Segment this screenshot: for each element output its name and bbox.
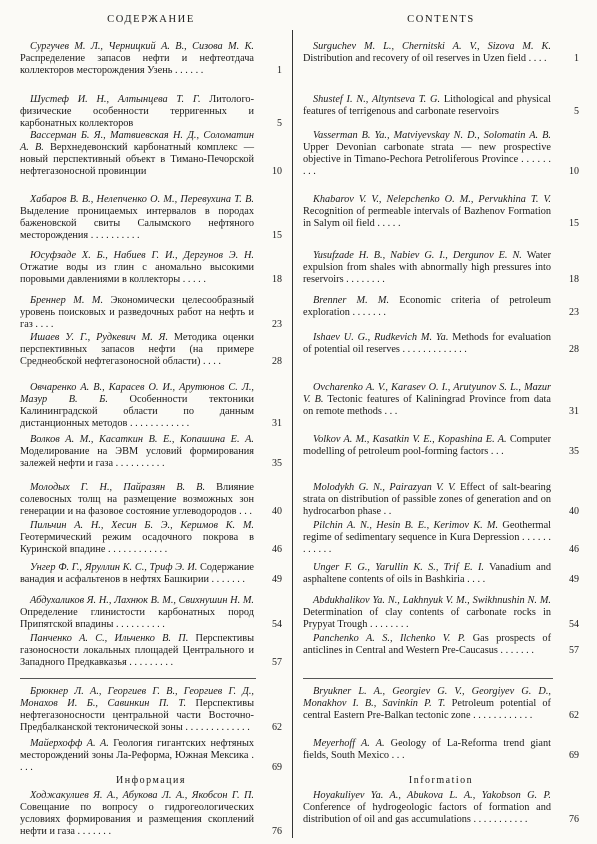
contents-entry: Meyerhoff A. A. Geology of La-Reforma trend giant fields, South Mexico . . . 69 (303, 738, 579, 762)
contents-entry: Шустеф И. Н., Алтынцева Т. Г. Литолого-физические особенности терригенных и карбонатных коллекторов 5 (20, 94, 282, 130)
page-number: 62 (272, 722, 282, 734)
contents-entry: Панченко А. С., Ильченко В. П. Перспективы газоносности локальных площадей Центрального и Западного Предкавказья . . . . . . . . . 57 (20, 633, 282, 669)
section-rule (20, 678, 256, 679)
page-number: 57 (569, 645, 579, 657)
page-number: 46 (272, 544, 282, 556)
page-number: 62 (569, 710, 579, 722)
contents-entry: Вассерман Б. Я., Матвиевская Н. Д., Соломатин А. В. Верхнедевонский карбонатный комплекс — новый перспективный объект в Тимано-Печорской нефтегазоносной провинции 10 (20, 130, 282, 178)
page-number: 28 (569, 344, 579, 356)
page-number: 35 (272, 458, 282, 470)
contents-entry: Surguchev M. L., Chernitski A. V., Sizova M. K. Distribution and recovery of oil reserves in Uzen field . . . . 1 (303, 41, 579, 65)
page-number: 10 (272, 166, 282, 178)
contents-entry: Овчаренко А. В., Карасев О. И., Арутюнов С. Л., Мазур В. Б. Особенности тектоники Калининградской области по данным дистанционных методов . . . . . . . . . . . . 31 (20, 382, 282, 430)
contents-entry: Юсуфзаде Х. Б., Набиев Г. И., Дергунов Э. Н. Отжатие воды из глин с аномально высокими поровыми давлениями в коллекторы . . . . . 18 (20, 250, 282, 286)
contents-entry: Pilchin A. N., Hesin B. E., Kerimov K. M. Geothermal regime of sedimentary sequence in Kura Depression . . . . . . . . . . . . 46 (303, 520, 579, 556)
page-number: 49 (272, 574, 282, 586)
page-number: 28 (272, 356, 282, 368)
contents-entry: Молодых Г. Н., Пайразян В. В. Влияние солевосных толщ на размещение возможных зон генерации и на фазовое состояние углеводородов . . . 40 (20, 482, 282, 518)
page-number: 5 (574, 106, 579, 118)
information-heading: Information (408, 775, 474, 786)
contents-entry: Unger F. G., Yarullin K. S., Trif E. I. Vanadium and asphaltene contents of oils in Bashkiria . . . . 49 (303, 562, 579, 586)
contents-entry: Bryukner L. A., Georgiev G. V., Georgiyev G. D., Monakhov I. B., Savinkin P. T. Petroleum potential of central Eastern Pre-Balkan tectonic zone . . . . . . . . . . . . 62 (303, 686, 579, 722)
page-number: 15 (272, 230, 282, 242)
contents-entry: Сургучев М. Л., Черницкий А. В., Сизова М. К. Распределение запасов нефти и нефтеотдача коллекторов месторождения Узень . . . . . . 1 (20, 41, 282, 77)
page-number: 18 (569, 274, 579, 286)
contents-entry: Волков А. М., Касаткин В. Е., Копашина Е. А. Моделирование на ЭВМ условий формирования залежей нефти и газа . . . . . . . . . . 35 (20, 434, 282, 470)
column-divider (292, 30, 293, 838)
contents-entry: Vasserman B. Ya., Matviyevskay N. D., Solomatin A. B. Upper Devonian carbonate strata — new prospective objective in Timano-Pechora Petroliferous Province . . . . . . . . . 10 (303, 130, 579, 178)
page-number: 46 (569, 544, 579, 556)
page-number: 57 (272, 657, 282, 669)
page-number: 1 (277, 65, 282, 77)
page-number: 76 (272, 826, 282, 838)
contents-entry: Volkov A. M., Kasatkin V. E., Kopashina E. A. Computer modelling of petroleum pool-forming factors . . . 35 (303, 434, 579, 458)
page-number: 40 (569, 506, 579, 518)
page-number: 69 (569, 750, 579, 762)
contents-entry: Ишаев У. Г., Рудкевич М. Я. Методика оценки перспективных запасов нефти (на примере Среднеобской нефтегазоносной области) . . . . 28 (20, 332, 282, 368)
page-number: 10 (569, 166, 579, 178)
page-number: 35 (569, 446, 579, 458)
page-number: 69 (272, 762, 282, 774)
contents-entry: Ovcharenko A. V., Karasev O. I., Arutyunov S. L., Mazur V. B. Tectonic features of Kaliningrad Province from data on remote methods . . . 31 (303, 382, 579, 418)
contents-entry: Бреннер М. М. Экономически целесообразный уровень поисковых и разведочных работ на нефть и газ . . . . 23 (20, 295, 282, 331)
contents-entry: Пильчин А. Н., Хесин Б. Э., Керимов К. М. Геотермический режим осадочного покрова в Куринской впадине . . . . . . . . . . . . 46 (20, 520, 282, 556)
page-number: 76 (569, 814, 579, 826)
contents-entry: Molodykh G. N., Pairazyan V. V. Effect of salt-bearing strata on distribution of passible zones of generation and on hydrocarbon phase . . 40 (303, 482, 579, 518)
page-number: 40 (272, 506, 282, 518)
page-number: 5 (277, 118, 282, 130)
contents-entry: Khabarov V. V., Nelepchenko O. M., Pervukhina T. V. Recognition of permeable intervals of Bazhenov Formation in Salym oil field . . . . . 15 (303, 194, 579, 230)
contents-entry: Panchenko A. S., Ilchenko V. P. Gas prospects of anticlines in Central and Western Pre-Caucasus . . . . . . . 57 (303, 633, 579, 657)
contents-entry: Абдухаликов Я. Н., Лахнюк В. М., Свихнушин Н. М. Определение глинистости карбонатных пород Припятской впадины . . . . . . . . . . 54 (20, 595, 282, 631)
english-contents-heading: CONTENTS (407, 14, 475, 25)
contents-entry: Ishaev U. G., Rudkevich M. Ya. Methods for evaluation of potential oil reserves . . . . . . . . . . . . . 28 (303, 332, 579, 356)
page-number: 31 (272, 418, 282, 430)
contents-entry: Брюкнер Л. А., Георгиев Г. В., Георгиев Г. Д., Монахов И. Б., Савинкин П. Т. Перспективы нефтегазоносности центральной части Восточно-Предбалканской тектонической зоны . . . . . . . . . . . . . 62 (20, 686, 282, 734)
contents-entry: Shustef I. N., Altyntseva T. G. Lithological and physical features of terrigenous and carbonate reservoirs 5 (303, 94, 579, 118)
contents-entry: Brenner M. M. Economic criteria of petroleum exploration . . . . . . . 23 (303, 295, 579, 319)
contents-entry: Майерхофф А. А. Геология гигантских нефтяных месторождений зоны Ла-Реформа, Южная Мексика . . . . 69 (20, 738, 282, 774)
contents-entry: Хабаров В. В., Нелепченко О. М., Перевухина Т. В. Выделение проницаемых интервалов в породах баженовской свиты Салымского нефтяного месторождения . . . . . . . . . . 15 (20, 194, 282, 242)
page-number: 31 (569, 406, 579, 418)
page-number: 54 (569, 619, 579, 631)
contents-entry: Hoyakuliyev Ya. A., Abukova L. A., Yakobson G. P. Conference of hydrogeologic factors of formation and distribution of oil and gas accumulations . . . . . . . . . . . 76 (303, 790, 579, 826)
page-number: 1 (574, 53, 579, 65)
contents-entry: Yusufzade H. B., Nabiev G. I., Dergunov E. N. Water expulsion from shales with abnormally high pressures into reservoirs . . . . . . . . 18 (303, 250, 579, 286)
information-heading: Информация (116, 775, 186, 786)
contents-entry: Унгер Ф. Г., Яруллин К. С., Триф Э. И. Содержание ванадия и асфальтенов в нефтях Башкирии . . . . . . . 49 (20, 562, 282, 586)
russian-contents-heading: СОДЕРЖАНИЕ (107, 14, 195, 25)
contents-entry: Ходжакулиев Я. А., Абукова Л. А., Якобсон Г. П. Совещание по вопросу о гидрогеологических условиях формирования и размещения скоплений нефти и газа . . . . . . . 76 (20, 790, 282, 838)
page-number: 54 (272, 619, 282, 631)
page-number: 23 (569, 307, 579, 319)
section-rule (303, 678, 553, 679)
page-number: 23 (272, 319, 282, 331)
contents-entry: Abdukhalikov Ya. N., Lakhnyuk V. M., Swikhnushin N. M. Determination of clay contents of carbonate rocks in Prypyat Trough . . . . . . . . 54 (303, 595, 579, 631)
page-number: 15 (569, 218, 579, 230)
page-number: 18 (272, 274, 282, 286)
page-number: 49 (569, 574, 579, 586)
